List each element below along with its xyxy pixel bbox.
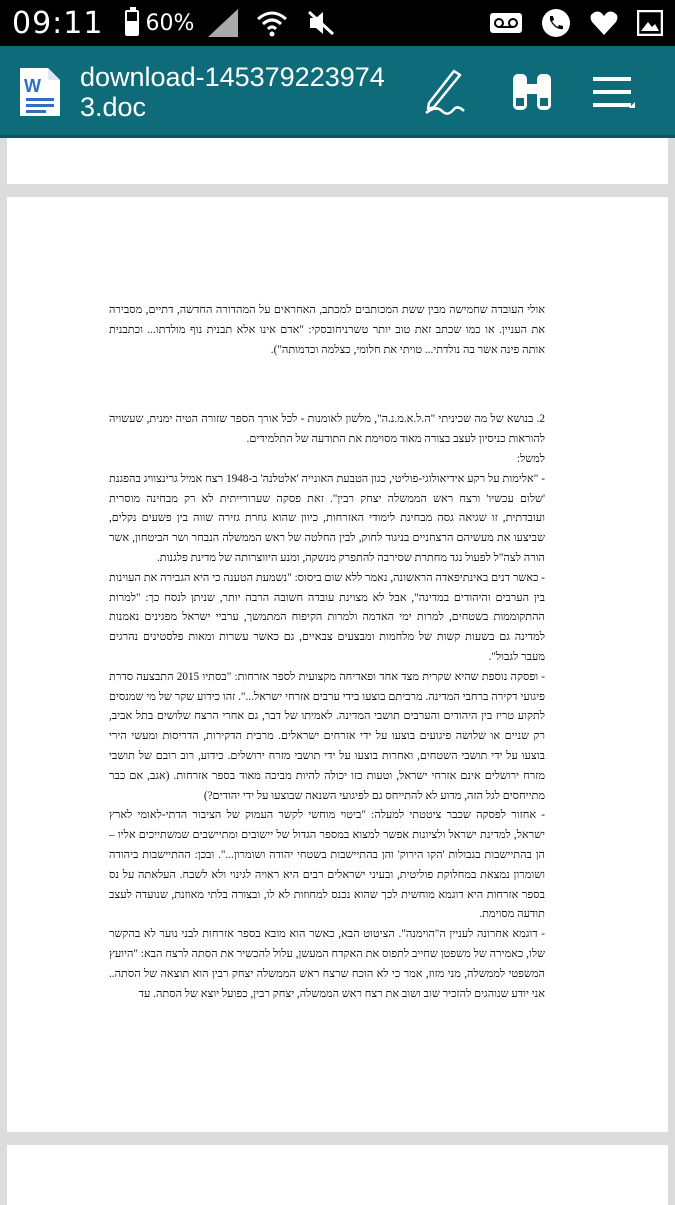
paragraph: - "אלימות על רקע אידיאולוגי-פוליטי, כגון הטבעת האונייה 'אלטלנה' ב-1948 רצח אמיל גרינצוויג בהפגנת 'שלום עכשיו' ורצח ראש הממשלה יצחק רבין". זאת פסקה שערורייתית לא רק מבחינה מוסרית ועובדתית, זו שגיאה גסה מבחינת לימודי האזרחות, כיוון שהוא גוזרת גזירה שווה בין פשעים נקלים, שביצעו את מעשיהם הרצחניים בניגוד לחוק, לבין החלטה של ראש הממשלה הנבחר ושר הביטחון, אשר הורה לצה"ל לפעול נגד מחתרת שסירבה להתפרק מנשקה, ומנע היווצרותה של מדינת פלגנות. <box>109 472 545 564</box>
document-page[interactable] <box>7 197 668 1132</box>
document-body <box>109 301 545 1004</box>
wifi-icon <box>256 9 288 37</box>
paragraph: למשל: <box>516 452 545 465</box>
battery-percent: 60% <box>145 10 195 36</box>
mute-icon <box>306 9 336 37</box>
gallery-icon <box>637 10 663 36</box>
paragraph: - כאשר דנים באינתיפאדה הראשונה, נאמר ללא שום ביסוס: "נשמעת הטענה כי היא הגבירה את העוינות בין הערבים והיהודים במדינה", אבל לא מצוינת עובדה חשובה הרבה יותר, שניתן לנסח כך: "למרות ההתקוממות בשטחים, למרות ימי האדמה ולמרות הקיפוח המתמשך, ערביי ישראל מפגינים נאמנות למדינה גם בשעות קשות של מלחמות ומבצעים צבאיים, גם כאשר עשרות ומאות פלסטינים נהרגים מעבר לגבול". <box>109 571 545 663</box>
edit-button[interactable] <box>414 62 474 122</box>
paragraph: - ופסקה נוספת שהיא שקרית מצד אחד ופאדיחה מקצועית לספר אזרחות: "בסתיו 2015 התבצעה סדרת פיגועי דקירה ברחבי המדינה. מרביתם בוצעו בידי ערבים אזרחי ישראל...". זהו כידוע שקר של מי שמנסים לתקוע טריז בין היהודים והערבים תושבי המדינה. לאמיתו של דבר, גם אחרי הרצח שלושים בתל אביב, רק שניים או שלושה פיגועים בוצעו על ידי אזרחים ישראלים. מרבית הדקירות, הדריסות ומעשי הירי בוצעו על ידי תושבי השטחים, ואחרות בוצעו על ידי תושבי מזרח ירושלים. כידוע, רוב רובם של תושבי מזרח ירושלים אינם אזרחי ישראל, וטעות כזו יכולה להיות מביכה מאוד בספר אזרחות. (אגב, אם כבר מתייחסים לגל הזה, מדוע לא להתייחס גם לפיגועי השנאה שבוצעו על ידי יהודים?) <box>109 670 545 802</box>
voicemail-icon <box>489 12 523 34</box>
app-bar <box>0 46 675 138</box>
svg-text:W: W <box>24 76 41 96</box>
paragraph: 2. בנושא של מה שכיניתי "ה.ל.א.מ.נ.ה", מלשון לאומנות - לכל אורך הספר שזורה הטיה ימנית, שעשויה להוראות כניסיון לעצב בצורה מאוד מסוימת את התודעה של התלמידים. <box>109 413 545 446</box>
heart-icon <box>589 9 619 37</box>
paragraph: אולי העובדה שחמישה מבין ששת המכותבים למכתב, האחראים על המהדורה החדשה, דתיים, מסבירה את העניין. או כמו שכתב זאת טוב יותר טשרניחובסקי: "אדם אינו אלא תבנית נוף מולדתו... וכתבנית אותה פינה אשר בה נולדתי... טויתי את חלומי, כצלמה וכדמותה"). <box>109 304 545 356</box>
phone-icon <box>541 8 571 38</box>
paragraph: - אחזור לפסקה שכבר ציטטתי למעלה: "ביטוי מוחשי לקשר העמוק של הציבור הדתי-לאומי לארץ ישראל, למדינת ישראל ולציונות אפשר למצוא במספר הגדול של יישובים ומתיישבים שמשתייכים אליו – הן בהתיישבות בגבולות 'הקו הירוק' והן בהתיישבות בשטחי יהודה ושומרון...". ובכן: ההתיישבות ביהודה ושומרון נמצאת במחלוקת פוליטית, ובעיני ישראלים רבים היא ראויה לגינוי ולא לשבח. העלאתה על נס בספר אזרחות היא דוגמא מוחשית לכך שהוא נכנס למחוזות לא לו, ובצורה בלתי מאוזנת, שנועדה לעצב תודעה מסוימת. <box>109 809 545 921</box>
signal-icon <box>208 9 238 37</box>
paragraph: - דוגמא אחרונה לעניין ה"הוימנה". הציטוט הבא, כאשר הוא מובא בספר אזרחות לבני נוער לא בהקשר שלו, כאמירה של משפטן שחייב לתפוס את האקדח המעשן, עלול להכשיר את הסתה לרצח הבא: "היועץ המשפטי לממשלה, מני מזוז, אמר כי לא הוכח שרצח ראש הממשלה יצחק רבין הוא תוצאה של הסתה.. אני יודע שנוהגים להזכיר שוב ושוב את רצח ראש הממשלה, יצחק רבין, כפועל יוצא של הסתה. עד <box>109 928 545 1000</box>
binoculars-icon <box>510 70 554 114</box>
status-bar <box>0 0 675 46</box>
find-button[interactable] <box>502 62 562 122</box>
status-time: 09:11 <box>12 5 104 41</box>
paragraph-gap <box>109 360 545 410</box>
menu-icon <box>591 72 637 112</box>
previous-page <box>7 138 668 184</box>
next-page <box>7 1145 668 1205</box>
menu-button[interactable] <box>584 62 644 122</box>
pen-edit-icon <box>420 67 468 117</box>
word-doc-icon <box>16 66 62 118</box>
document-title: download-1453792239743.doc <box>80 62 385 122</box>
battery-icon <box>125 10 139 36</box>
